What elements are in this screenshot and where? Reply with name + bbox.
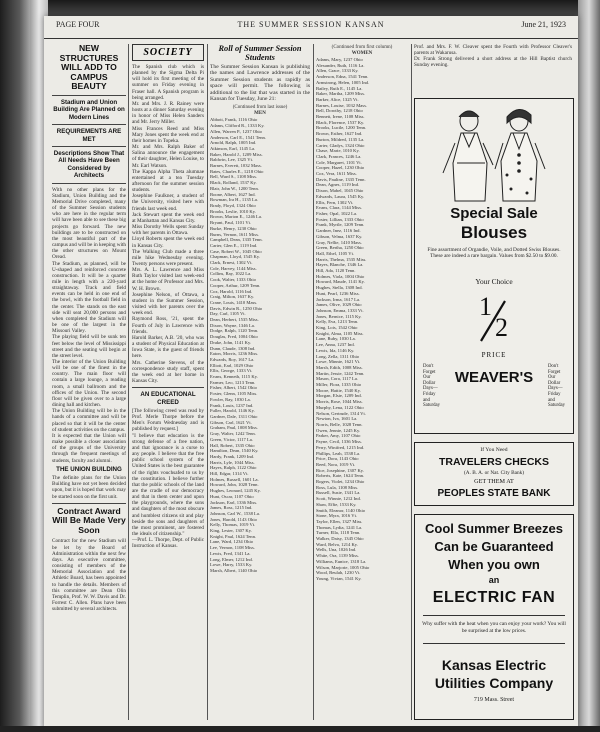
divider: [52, 183, 126, 184]
headline-structures: NEW STRUCTURES WILL ADD TO CAMPUS BEAUTY: [59, 44, 119, 92]
fraction-numerator: 1: [479, 292, 492, 321]
masthead-date: June 21, 1923: [521, 20, 566, 29]
column-roll-men: [210, 44, 310, 722]
masthead: [44, 16, 578, 39]
ad-bank-name: PEOPLES STATE BANK: [437, 488, 551, 499]
two-women-illustration-icon: [435, 103, 553, 203]
ad-company-line2: Utilities Company: [434, 675, 554, 691]
divider: [52, 146, 126, 147]
divider: [52, 95, 126, 96]
column-rule: [313, 44, 314, 720]
student-list-men: Abbott, Frank, 1116 Ohio Adams, Clifford R., 1333 Ky. Allen, Warren P., 1237 Ohio Anderson, Carl E., 1541 Tenn. Arnold, Ralph, 1005 Ind. Atkinson, Earl, 1145 La. Baker, Harold J., 1209 Miss. Baldwin, Lee, 1325 Vt. Barnes, Everett, 1032 Mass. Bates, Charles E., 1218 Ohio Bell, Ward S., 1108 Miss. Black, Rolland, 1537 Ky. Blair, John W., 1200 Tenn. Boone, Albert, 1627 Ind. Bowman, Ira H., 1135 La. Brady, Floyd, 1324 Ohio Brooks, Leslie, 1010 Ky. Brown, Marion E., 1246 La. Bryant, Paul, 1101 Vt. Burke, Henry, 1230 Ohio Burns, Vernon, 1611 Miss. Campbell, Dean, 1335 Tenn. Carter, Glen E., 1119 Ind. Case, Robert W., 1045 Ohio Chapman, Lloyd, 1545 Ky. Clark, Ernest, 1302 Vt. Cole, Harvey, 1144 Miss. Collins, Ray, 1022 La. Cook, Walter, 1333 Ohio Cooper, Arthur, 1209 Tenn. Cox, Harold, 1116 Ind. Craig, Milton, 1637 Ky. Crane, Louis, 1410 Mass. Davis, Edwin R., 1250 Ohio Day, Carl, 1105 Vt. Dean, Herbert, 1535 Miss. Dixon, Wayne, 1346 La. Dodge, Ralph, 1120 Tenn. Douglas, Fred, 1004 Ohio Drake, John, 1141 Ky. Dunn, Claude, 1308 Ind. Eaton, Morris, 1236 Miss. Edwards, Roy, 1617 La. Elliott, Earl, 1029 Ohio Ellis, George, 1333 Vt. Evans, Kenneth, 1115 Ky. Farmer, Leo, 1213 Tenn. Fisher, Albert, 1542 Ohio Foster, Glenn, 1105 Miss. Fowler, Ray, 1030 La. Frank, Louis, 1237 Ind. Fuller, Harold, 1146 Ky. Gardner, Dale, 1311 Ohio Gibson, Carl, 1621 Vt. Graham, Paul, 1008 Miss. Gray, Walter, 1242 Tenn. Green, Victor, 1117 La. Hall, Robert, 1335 Ohio Hamilton, Dean, 1540 Ky. Hardy, Frank, 1209 Ind. Harris, Lyle, 1044 Miss. Hayes, Ralph, 1122 Ohio Hill, Edgar, 1314 Vt. Holmes, Russell, 1601 La. Howard, John, 1028 Tenn. Hughes, Leonard, 1245 Ky. Hunt, Oscar, 1107 Ohio Jackson, Earl, 1336 Miss. James, Ross, 1215 Ind. Johnson, Carl W., 1538 La. Jones, Harold, 1143 Ohio Kelly, Thomas, 1019 Vt. King, Lester, 1307 Ky. Knight, Paul, 1624 Tenn. Lane, Ward, 1234 Ohio Lee, Vernon, 1108 Miss. Lewis, Fred, 1341 La. Long, Elmer, 1212 Ind. Lowe, Harry, 1533 Ky. Marsh, Albert, 1140 Ohio: [210, 117, 266, 573]
ad-dollar-days-right: Don't Forget Our Dollar Days— Friday and Saturday: [547, 364, 565, 409]
ad-get-them-at: GET THEM AT: [474, 478, 514, 485]
column-rule: [207, 44, 208, 720]
subhead-union: THE UNION BUILDING: [56, 465, 122, 473]
ad-company-address: 719 Mass. Street: [473, 697, 515, 703]
personal-notes: Prof. and Mrs. F. W. Cleaver spent the Fourth with Professor Cleaver's parents at Wakarusa. Dr. Frank Strong delivered a short address at the Hill Baptist church Sunday evening.: [414, 44, 572, 69]
ad-travelers-sub: (A. B. A. or Nat. City Bank): [463, 470, 525, 476]
ad-title-blouses: Blouses: [460, 223, 528, 242]
section-women: WOMEN: [351, 51, 373, 56]
ad-description: Fine assortment of Organdie, Voile, and Dotted Swiss Blouses. These are indeed a rare bargain. Values from $2.50 to $9.00.: [427, 247, 561, 260]
article-body: With no other plans for the Stadium, Union Building and the Memorial Drive completed, many of the Summer Session students who are here in the regular term will have been able to see these big projects go forward. The new buildings are to be constructed on the most beautiful part of the campus and will be in keeping with the other structures on Mount Oread. The Stadium, as planned, will be U-shaped and reinforced concrete construction. It will be a quarter mile in length with a 220-yard straightaway. Track and field events can be held in one end of the bowl, with the football field in the center. The stands on the east side will seat 20,000 persons and when completed the Stadium will be one of the largest in the Missouri Valley. The playing field will be sunk ten feet below the level of Mississippi street and the seating will begin at the street level. The interior of the Union Building will be one of the finest in the country. The main floor will contain a large lounge, a reading room, a small ballroom and the offices of the Union. The second floor will be given over to a large dining hall and kitchen. The Union Building will be in the hands of a committee and will be placed so that it will be the center of student activities on the campus. It is expected that the Union will make possible a closer association of the groups of the University through the frequent meetings of students, faculty and alumni.: [52, 186, 126, 464]
ad-company-line1: Kansas Electric: [441, 657, 547, 673]
ad-title-special-sale: Special Sale: [450, 205, 538, 222]
masthead-title: THE SUMMER SESSION KANSAN: [237, 20, 385, 29]
roll-intro: The Summer Session Kansan is publishing the names and Lawrence addresses of the Summer Session students as rapidly as space will permit. The following is additional to the list that was started in the Kansan for Tuesday, June 21:: [210, 64, 310, 103]
continued-note: (Continued from last issue): [232, 105, 288, 111]
divider: [132, 387, 204, 388]
ad-electric-fan: [414, 514, 574, 720]
ad-fan-line1: Cool Summer Breezes: [425, 521, 563, 536]
column-rule: [128, 44, 129, 720]
article-body: The definite plans for the Union Building have not yet been decided upon, but it is hoped that work may be started soon on the first unit.: [52, 475, 126, 500]
ad-fan-copy: Why suffer with the heat when you can enjoy your work? You will be surprised at the low prices.: [422, 621, 566, 634]
scanner-right-edge: [578, 0, 600, 732]
ad-price-label: PRICE: [481, 351, 507, 359]
creed-body: [The following creed was read by Prof. Merle Thorpe before the Men's Forum Wednesday and is published by request.] "I believe that education is the strong defense of a free nation, and that ignorance is a curse to any people. I believe that the free public school system of the United States is the best guarantee of the rights vouchsafed to us by the constitution. I believe further that the public schools of the land are the cradle of our democracy and that in them center and upon the playgrounds, where the sons and daughters of the most obscure and humblest citizens sit and play beside the sons and daughters of the most prominent, are fostered the ideals of citizenship." —Prof. L. Thorpe, Dept. of Public Instruction of Kansas.: [132, 407, 204, 550]
section-men: MEN: [254, 111, 266, 117]
ad-dollar-days-left: Don't Forget Our Dollar Days— Friday and Saturday: [423, 364, 441, 409]
student-list-women: Adams, Mary, 1237 Ohio Alexander, Ruth, 1116 La. Allen, Grace, 1333 Ky. Anderson, Edna, 1541 Tenn. Armstrong, Helen, 1005 Ind. Bailey, Ruth E., 1145 La. Baker, Martha, 1209 Miss. Barker, Alice, 1325 Vt. Barnes, Louise, 1032 Mass. Bell, Dorothy, 1218 Ohio Bennett, Irene, 1108 Miss. Black, Florence, 1537 Ky. Brooks, Lucile, 1200 Tenn. Brown, Esther, 1627 Ind. Burton, Mildred, 1135 La. Carter, Gladys, 1324 Ohio Chase, Marie, 1010 Ky. Clark, Frances, 1246 La. Cole, Margaret, 1101 Vt. Cooper, Hazel, 1230 Ohio Cox, Vera, 1611 Miss. Davis, Pauline, 1335 Tenn. Dean, Agnes, 1119 Ind. Dixon, Mabel, 1045 Ohio Edwards, Laura, 1545 Ky. Ellis, Fern, 1302 Vt. Evans, Clara, 1144 Miss. Fisher, Opal, 1022 La. Foster, Lillian, 1333 Ohio Frank, Myrtle, 1209 Tenn. Gardner, Inez, 1116 Ind. Gibson, Velma, 1637 Ky. Gray, Nellie, 1410 Mass. Green, Bertha, 1250 Ohio Hall, Ethel, 1105 Vt. Harris, Thelma, 1535 Miss. Hayes, Blanche, 1346 La. Hill, Ada, 1120 Tenn. Holmes, Viola, 1004 Ohio Howard, Maude, 1141 Ky. Hughes, Stella, 1308 Ind. Hunt, Pearl, 1236 Miss. Jackson, Irma, 1617 La. James, Olive, 1029 Ohio Johnson, Emma, 1333 Vt. Jones, Bernice, 1115 Ky. Kelly, Eva, 1213 Tenn. King, Lois, 1542 Ohio Knight, Alma, 1105 Miss. Lane, Ruby, 1030 La. Lee, Anna, 1237 Ind. Lewis, Ida, 1146 Ky. Long, Zella, 1311 Ohio Lowe, Minnie, 1621 Vt. Marsh, Edith, 1008 Miss. Martin, Jessie, 1242 Tenn. Mason, Cora, 1117 La. Miller, Flora, 1335 Ohio Moore, Hattie, 1540 Ky. Morgan, Elsie, 1209 Ind. Morris, Rose, 1044 Miss. Murphy, Lena, 1122 Ohio Nelson, Gertrude, 1314 Vt. Newton, Iva, 1601 La. Norris, Belle, 1028 Tenn. Owen, Jennie, 1245 Ky. Parker, Amy, 1107 Ohio Payne, Cecil, 1336 Miss. Perry, Winifred, 1215 Ind. Phillips, Leah, 1538 La. Price, Dora, 1143 Ohio Reed, Nora, 1019 Vt. Rice, Josephine, 1307 Ky. Roberts, Kate, 1624 Tenn. Rogers, Violet, 1234 Ohio Ross, Lula, 1108 Miss. Russell, Susie, 1341 La. Scott, Winnie, 1212 Ind. Shaw, Effie, 1533 Ky. Smith, Eleanor, 1140 Ohio Stone, Myra, 1016 Vt. Taylor, Ellen, 1327 Miss. Thomas, Lydia, 1241 La. Turner, Ella, 1118 Tenn. Walker, Daisy, 1345 Ohio Ward, Belva, 1214 Ky. Wells, Una, 1026 Ind. White, Ora, 1139 Miss. Williams, Eunice, 1318 La. Wilson, Marjorie, 1005 Ohio Wood, Beulah, 1230 Vt. Young, Vivian, 1541 Ky.: [316, 57, 370, 581]
column-roll-women: [316, 44, 408, 722]
divider: [423, 643, 565, 644]
ad-weavers-blouses: [414, 98, 574, 434]
article-body: Contract for the new Stadium will be let by the Board of Administration within the next few days. An executive committee, consisting of members of the Memorial Association and the Athletic Board, has been appointed to handle the details. Members of this committee are Dean Olin Templin, Prof. W. W. Davis and Dr. Forrest C. Allen. Plans have been submitted by several architects.: [52, 538, 126, 613]
ad-fan-line2: Can be Guaranteed: [434, 539, 554, 554]
roll-title: Roll of Summer Session Students: [218, 44, 302, 62]
scanner-bottom-edge: [0, 726, 600, 732]
ad-store-name: WEAVER'S: [454, 369, 534, 386]
column-notes: [414, 44, 572, 96]
column-rule: [411, 44, 412, 720]
subhead-stadium: Stadium and Union Building Are Planned on Modern Lines: [53, 98, 125, 121]
divider: [52, 503, 126, 504]
ad-fan-product: ELECTRIC FAN: [432, 589, 556, 606]
ad-fan-line3: When you own: [448, 557, 540, 572]
divider: [423, 615, 565, 616]
ad-if-you-need: If You Need: [480, 447, 508, 453]
headline-contract: Contract Award Will Be Made Very Soon: [52, 505, 126, 535]
masthead-page-number: PAGE FOUR: [56, 20, 100, 29]
headline-creed: AN EDUCATIONAL CREED: [140, 391, 196, 406]
subhead-descriptions: Descriptions Show That All Needs Have Been Considered by Architects: [53, 150, 125, 180]
ad-fan-line4: an: [488, 575, 500, 585]
ad-travelers-checks: [414, 442, 574, 506]
society-notes: The Spanish club which is planned by the Sigma Delta Pi will hold its first meeting of the summer on Friday evening in Fraser hall. A Spanish program is being arranged. Mr. and Mrs. J. R. Rainey were hosts at a dinner Saturday evening in honor of Miss Helen Sanders and Mr. Jerry Miller. Miss Frances Reed and Miss Mary Jones spent the week end at their homes in Topeka. Mr. and Mrs. Ralph Baker of Salina announce the engagement of their daughter, Helen Louise, to Mr. Earl Watson. The Kappa Alpha Theta alumnae entertained at a tea Tuesday afternoon for the summer session students. Josephine Faulkner, a student of the University, visited here with friends last week end. Jack Stewart spent the week end at Manhattan and Kansas City. Miss Dorothy Wells spent Sunday with her parents in Ottawa. Lloyd Roberts spent the week end in Kansas City. The Walking Club made a three mile hike Wednesday evening. Twenty persons were present. Mrs. A. L. Lawrence and Miss Ruth Taylor visited last week-end at the home of Professor and Mrs. W. H. Brown. Josephine Nelson, of Ottawa, a student in the Summer Session, visited with her parents over the week end. Raymond Ross, '21, spent the Fourth of July in Lawrence with friends. Harold Barker, A.B. '20, who was a student of Physical Education at Iowa State, is the guest of friends here. Mrs. Catherine Stevens, of the correspondence study staff, spent the week end at her home in Kansas City.: [132, 64, 204, 384]
column-structures: [52, 44, 126, 722]
newspaper-page: [44, 16, 578, 728]
scanner-top-edge: [0, 0, 600, 16]
column-society: [132, 44, 204, 722]
divider: [52, 124, 126, 125]
continued-note: (Continued from first column): [331, 45, 393, 50]
fraction-denominator: 2: [495, 313, 508, 342]
society-heading: SOCIETY: [132, 44, 204, 61]
ad-your-choice: Your Choice: [475, 277, 513, 286]
ad-travelers-title: TRAVELERS CHECKS: [438, 456, 550, 468]
subhead-requirements: REQUIREMENTS ARE MET: [56, 128, 122, 143]
